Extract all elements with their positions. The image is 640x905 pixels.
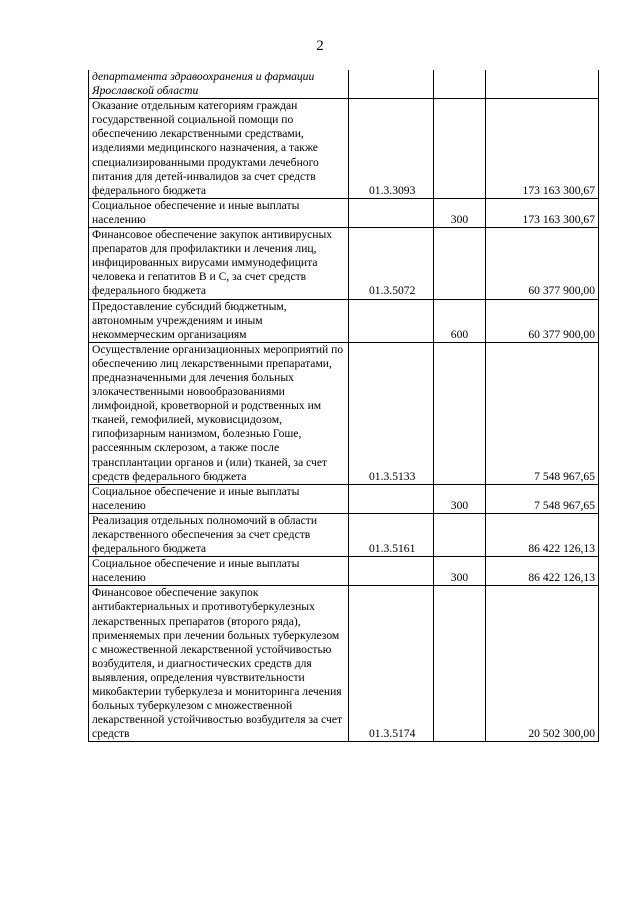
expense-type-cell [434,228,486,299]
target-article-code-cell [349,557,434,586]
amount-cell: 60 377 900,00 [486,299,599,342]
amount-cell [486,70,599,99]
expense-type-cell [434,586,486,742]
expense-name-cell: Предоставление субсидий бюджетным, автономным учреждениям и иным некоммерческим организациям [89,299,349,342]
target-article-code-cell [349,484,434,513]
amount-cell: 86 422 126,13 [486,557,599,586]
amount-cell: 20 502 300,00 [486,586,599,742]
expense-name-cell: Оказание отдельным категориям граждан государственной социальной помощи по обеспечению лекарственными средствами, изделиями медицинского назначения, а также специализированными продуктами лечебного питания для детей-инвалидов за счет средств федерального бюджета [89,99,349,199]
expense-name-cell: департамента здравоохранения и фармации Ярославской области [89,70,349,99]
target-article-code-cell: 01.3.5072 [349,228,434,299]
table-row [89,586,599,742]
target-article-code-cell: 01.3.5161 [349,513,434,556]
table-row [89,484,599,513]
amount-cell: 173 163 300,67 [486,198,599,227]
table-row [89,99,599,199]
expense-type-cell: 300 [434,198,486,227]
expense-name-cell: Финансовое обеспечение закупок антивирусных препаратов для профилактики и лечения лиц, инфицированных вирусами иммунодефицита человека и гепатитов В и С, за счет средств федерального бюджета [89,228,349,299]
expense-name-cell: Социальное обеспечение и иные выплаты населению [89,484,349,513]
table-row [89,228,599,299]
expense-name-cell: Социальное обеспечение и иные выплаты населению [89,557,349,586]
target-article-code-cell [349,70,434,99]
expense-type-cell: 600 [434,299,486,342]
table-row [89,299,599,342]
expense-name-cell: Осуществление организационных мероприятий по обеспечению лиц лекарственными препаратами, предназначенными для лечения больных злокачественными новообразованиями лимфоидной, кроветворной и родственных им тканей, гемофилией, муковисцидозом, гипофизарным нанизмом, болезнью Гоше, рассеянным склерозом, а также после трансплантации органов и (или) тканей, за счет средств федерального бюджета [89,342,349,484]
target-article-code-cell: 01.3.3093 [349,99,434,199]
page-number: 2 [316,38,324,54]
table-row [89,557,599,586]
expense-name-cell: Социальное обеспечение и иные выплаты населению [89,198,349,227]
expense-type-cell [434,99,486,199]
table-row [89,513,599,556]
table-row [89,70,599,99]
budget-table [88,70,599,742]
amount-cell: 7 548 967,65 [486,342,599,484]
target-article-code-cell [349,299,434,342]
target-article-code-cell [349,198,434,227]
expense-type-cell [434,342,486,484]
amount-cell: 60 377 900,00 [486,228,599,299]
expense-name-cell: Реализация отдельных полномочий в области лекарственного обеспечения за счет средств федерального бюджета [89,513,349,556]
table-row [89,198,599,227]
expense-type-cell: 300 [434,484,486,513]
amount-cell: 86 422 126,13 [486,513,599,556]
target-article-code-cell: 01.3.5133 [349,342,434,484]
target-article-code-cell: 01.3.5174 [349,586,434,742]
expense-type-cell [434,70,486,99]
expense-type-cell [434,513,486,556]
table-row [89,342,599,484]
expense-name-cell: Финансовое обеспечение закупок антибактериальных и противотуберкулезных лекарственных препаратов (второго ряда), применяемых при лечении больных туберкулезом с множественной лекарственной устойчивостью возбудителя, и диагностических средств для выявления, определения чувствительности микобактерии туберкулеза и мониторинга лечения больных туберкулезом с множественной лекарственной устойчивостью возбудителя за счет средств [89,586,349,742]
amount-cell: 7 548 967,65 [486,484,599,513]
amount-cell: 173 163 300,67 [486,99,599,199]
budget-table-body [89,70,599,742]
expense-type-cell: 300 [434,557,486,586]
